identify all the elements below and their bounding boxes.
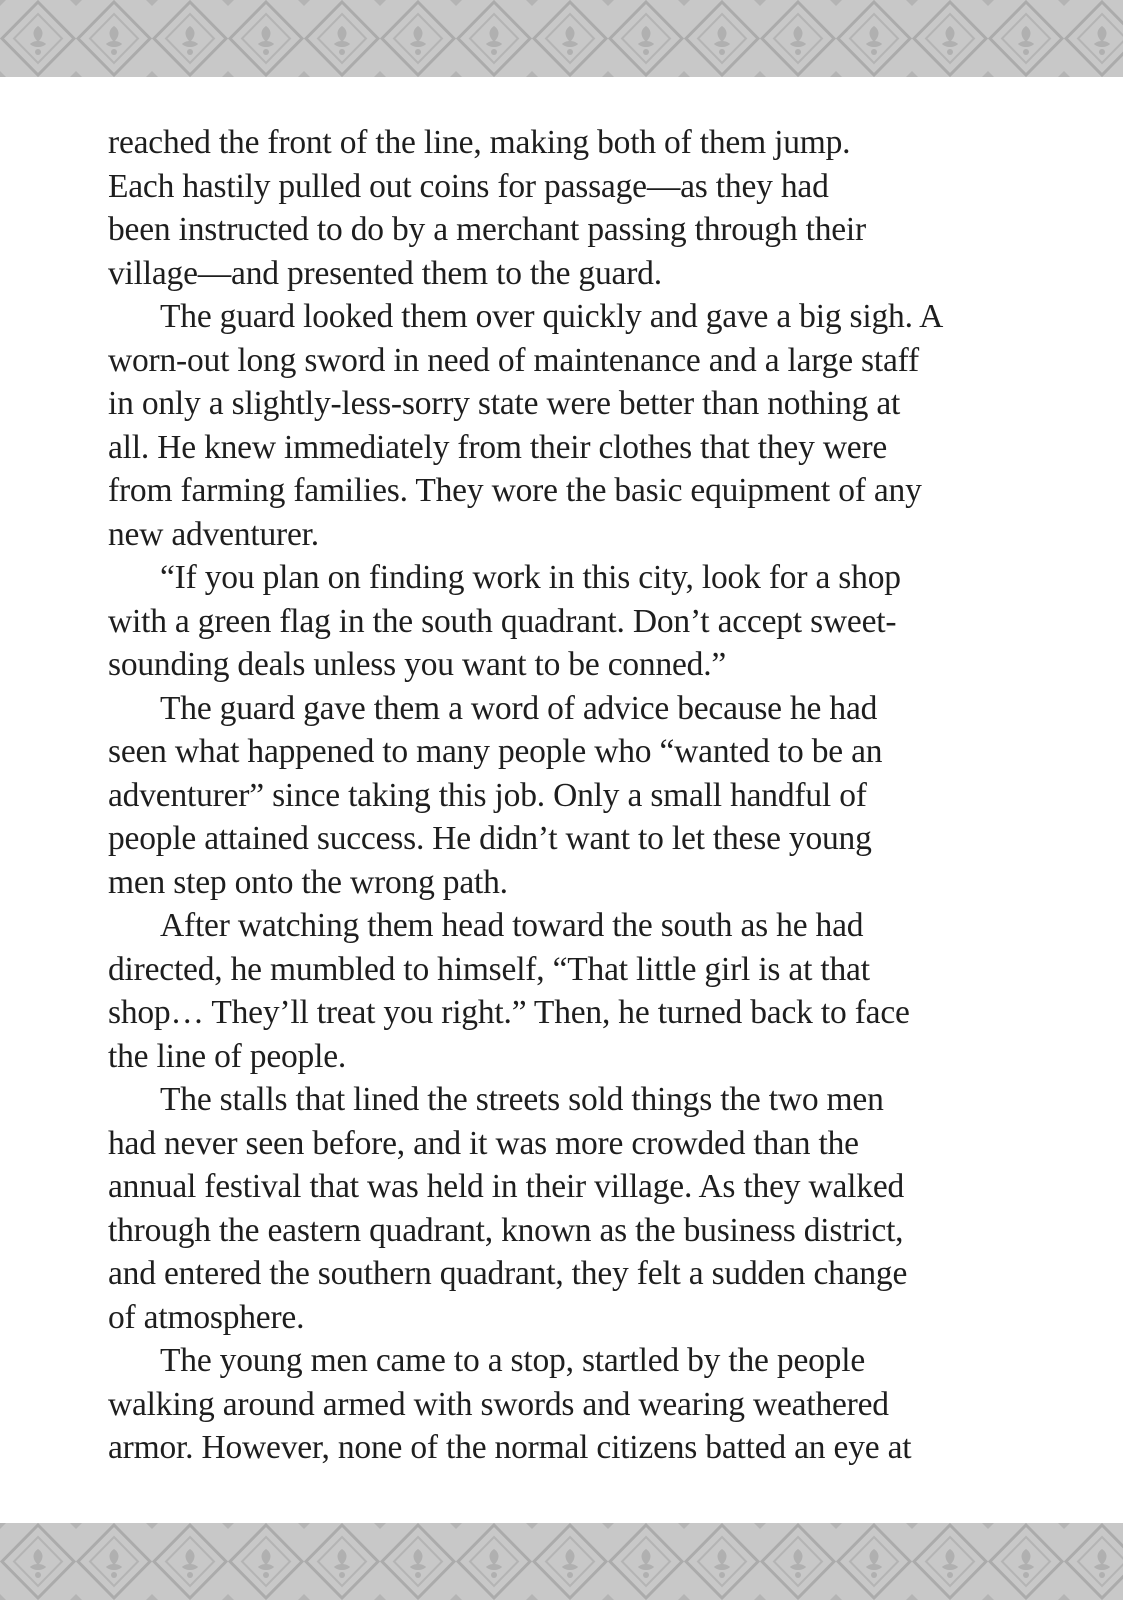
text-line: through the eastern quadrant, known as the business district, xyxy=(108,1211,904,1249)
text-line: reached the front of the line, making both of them jump. xyxy=(108,124,851,161)
text-line: in only a slightly-less-sorry state were better than nothing at xyxy=(108,385,901,422)
text-line: all. He knew immediately from their clothes that they were xyxy=(108,428,888,466)
text-line: The stalls that lined the streets sold things the two men xyxy=(160,1081,884,1118)
top-decorative-border xyxy=(0,0,1123,77)
text-line: village—and presented them to the guard. xyxy=(108,254,662,292)
text-line: “If you plan on finding work in this city, look for a shop xyxy=(160,559,901,596)
text-line: The guard gave them a word of advice because he had xyxy=(160,689,878,727)
text-line: with a green flag in the south quadrant. Don’t accept sweet- xyxy=(108,602,897,640)
text-line: had never seen before, and it was more crowded than the xyxy=(108,1124,859,1162)
text-line: directed, he mumbled to himself, “That little girl is at that xyxy=(108,950,870,988)
text-line: and entered the southern quadrant, they felt a sudden change xyxy=(108,1255,908,1292)
text-line: people attained success. He didn’t want to let these young xyxy=(108,820,872,857)
text-line: worn-out long sword in need of maintenance and a large staff xyxy=(108,341,919,379)
bottom-decorative-border xyxy=(0,1523,1123,1600)
text-line: After watching them head toward the south as he had xyxy=(160,907,864,944)
text-line: The guard looked them over quickly and gave a big sigh. A xyxy=(160,298,944,335)
text-line: the line of people. xyxy=(108,1037,347,1075)
text-line: The young men came to a stop, startled by the people xyxy=(160,1342,865,1379)
text-line: sounding deals unless you want to be conned.” xyxy=(108,646,727,683)
text-line: new adventurer. xyxy=(108,515,319,553)
text-line: men step onto the wrong path. xyxy=(108,863,508,901)
text-line: been instructed to do by a merchant passing through their xyxy=(108,211,866,248)
text-line: of atmosphere. xyxy=(108,1298,305,1336)
text-line: seen what happened to many people who “wanted to be an xyxy=(108,733,883,770)
ornament-pattern-icon xyxy=(0,1523,1123,1600)
text-line: shop… They’ll treat you right.” Then, he turned back to face xyxy=(108,994,910,1031)
ornament-pattern-icon xyxy=(0,0,1123,77)
text-line: armor. However, none of the normal citizens batted an eye at xyxy=(108,1429,912,1466)
text-line: walking around armed with swords and wearing weathered xyxy=(108,1385,889,1423)
text-line: from farming families. They wore the basic equipment of any xyxy=(108,472,922,509)
text-line: annual festival that was held in their village. As they walked xyxy=(108,1168,905,1205)
body-text xyxy=(108,121,988,1470)
text-line: Each hastily pulled out coins for passage—as they had xyxy=(108,167,829,205)
text-line: adventurer” since taking this job. Only a small handful of xyxy=(108,776,867,814)
